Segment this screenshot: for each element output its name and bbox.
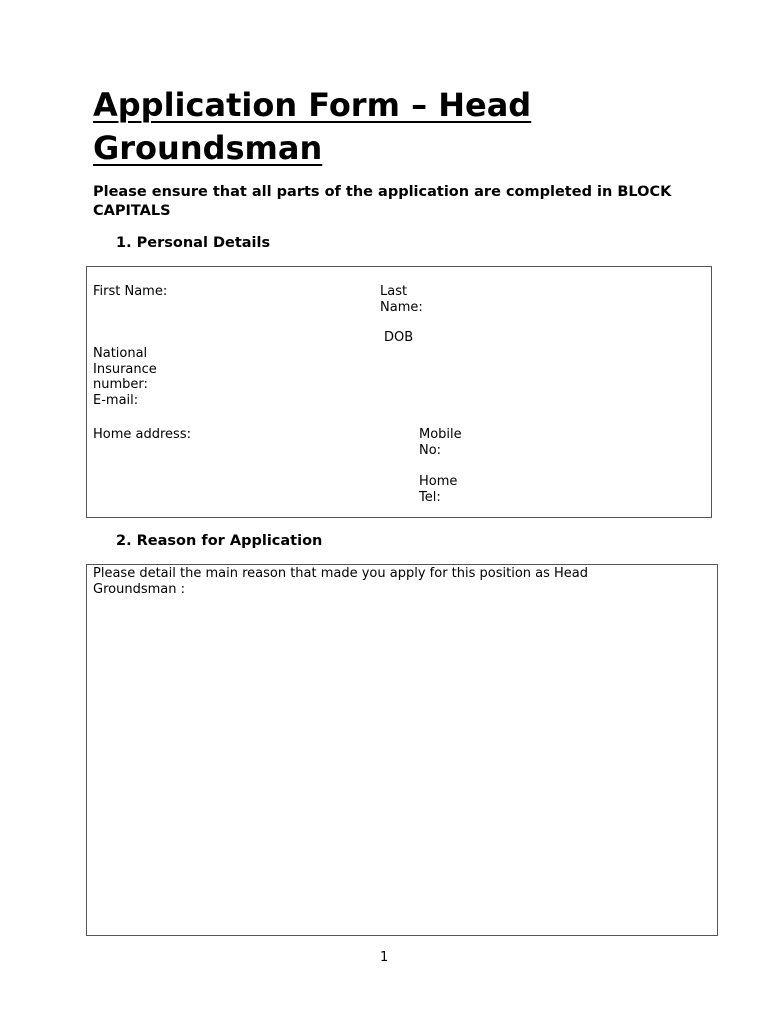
instruction-text: Please ensure that all parts of the application are completed in BLOCK CAPITALS [93,184,672,219]
first-name-label: First Name: [93,284,168,299]
last-name-label: Last Name: [380,284,423,315]
ni-number-label: National Insurance number: [93,346,157,392]
page-number: 1 [380,950,389,965]
mobile-label: Mobile No: [419,427,462,458]
reason-prompt: Please detail the main reason that made you apply for this position as Head Groundsman : [93,566,589,597]
home-address-label: Home address: [93,427,191,442]
dob-label: DOB [384,330,414,345]
home-tel-label: Home Tel: [419,474,458,505]
section-heading-personal: 1. Personal Details [116,235,271,251]
reason-box [86,564,718,936]
section-heading-reason: 2. Reason for Application [116,533,323,549]
email-label: E-mail: [93,393,139,408]
form-title: Application Form – Head Groundsman [93,86,532,167]
